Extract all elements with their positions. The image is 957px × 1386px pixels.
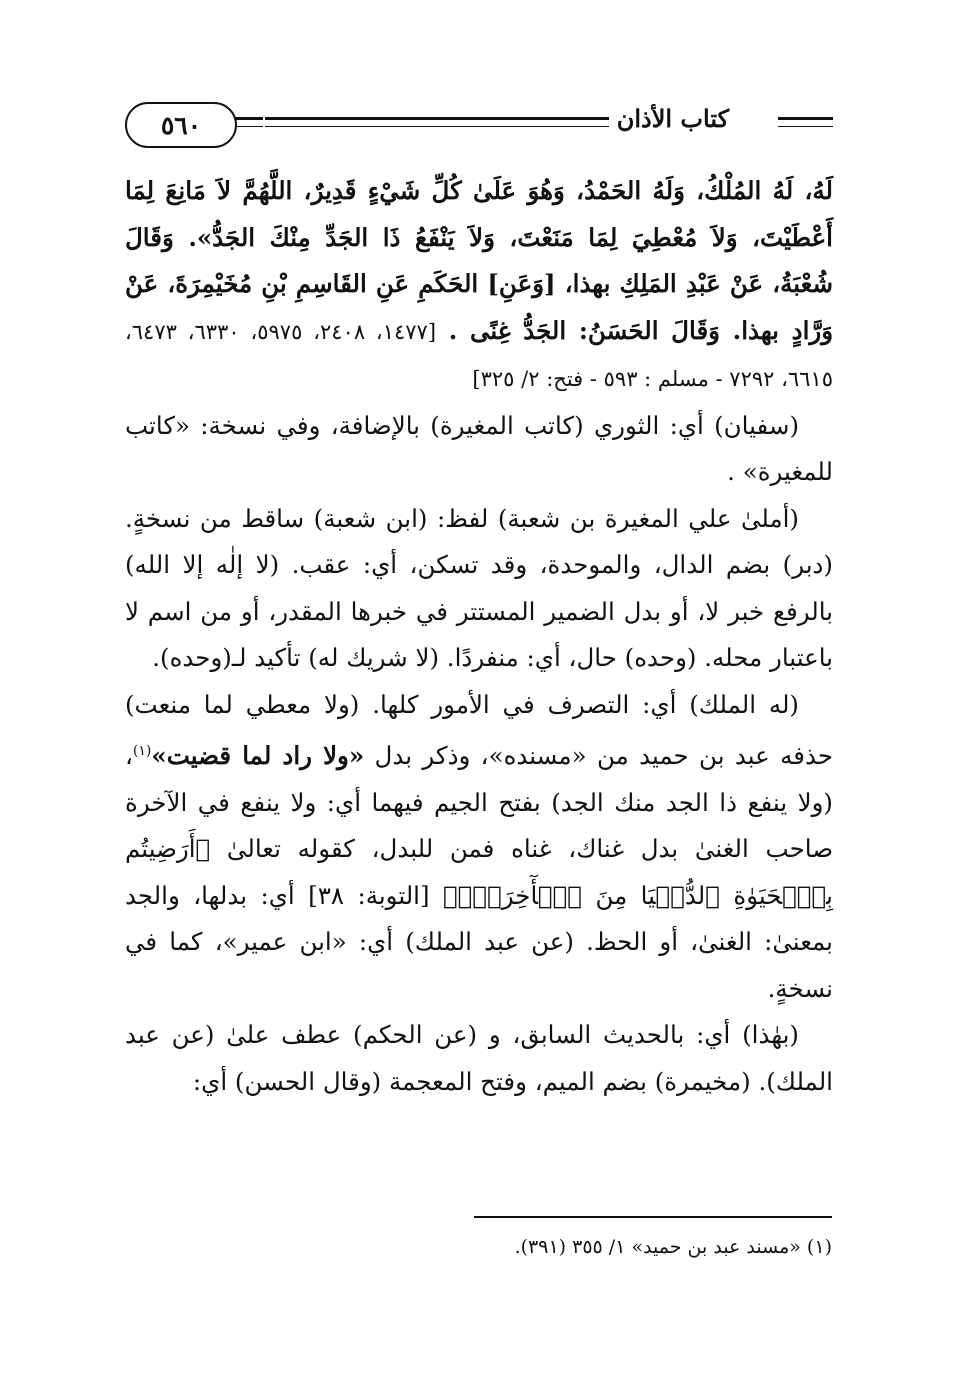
header-rule-left-thin [233, 126, 263, 127]
commentary-paragraph-4: (بهٰذا) أي: بالحديث السابق، و (عن الحكم) عطف علىٰ (عن عبد الملك). (مخيمرة) بضم الميم، وفتح المعجمة (وقال الحسن) أي: [125, 1020, 833, 1096]
header-rule-left [233, 117, 263, 120]
commentary-paragraph-3 [125, 682, 833, 1013]
hadith-text [125, 168, 833, 403]
page-body [125, 168, 833, 1105]
page-header [125, 98, 833, 156]
header-rule-right [778, 117, 833, 120]
page-number: ٥٦٠ [125, 102, 237, 148]
hadith-matn: لَهُ، لَهُ المُلْكُ، وَلَهُ الحَمْدُ، وَهُوَ عَلَىٰ كُلِّ شَيْءٍ قَدِيرٌ، اللَّهُمَّ لاَ مَانِعَ لِمَا أَعْطَيْتَ، وَلاَ مُعْطِيَ لِمَا مَنَعْتَ، وَلاَ يَنْفَعُ ذَا الجَدِّ مِنْكَ الجَدُّ». وَقَالَ شُعْبَةُ، عَنْ عَبْدِ المَلِكِ بهذا، [وَعَنِ] الحَكَمِ عَنِ القَاسِمِ بْنِ مُخَيْمِرَةَ، عَنْ وَرَّادٍ بهذا. وَقَالَ الحَسَنُ: الجَدُّ غِنًى . [125, 176, 834, 345]
footnote: (١) «مسند عبد بن حميد» ١/ ٣٥٥ (٣٩١). [514, 1236, 832, 1258]
hadith-references: [١٤٧٧، ٢٤٠٨، ٥٩٧٥، ٦٣٣٠، ٦٤٧٣، ٦٦١٥، ٧٢٩٢ - مسلم : ٥٩٣ - فتح: ٢/ ٣٢٥] [125, 319, 833, 391]
book-title: كتاب الأذان [609, 104, 737, 133]
header-rule-middle [265, 117, 645, 120]
header-rule-right-thin [778, 126, 833, 127]
commentary-p3-end: ، (ولا ينفع ذا الجد منك الجد) بفتح الجيم فيهما أي: ولا ينفع في الآخرة صاحب الغنىٰ بدل غناك، غناه فمن للبدل، كقوله تعالىٰ ﴿أَرَضِيتُم بِٱلۡحَيَوٰةِ ٱلدُّنۡيَا مِنَ ٱلۡأٓخِرَةِۚ﴾ [التوبة: ٣٨] أي: بدلها، والجد بمعنىٰ: الغنىٰ، أو الحظ. (عن عبد الملك) أي: «ابن عمير»، كما في نسخةٍ. [125, 741, 834, 1003]
commentary-paragraph-1: (سفيان) أي: الثوري (كاتب المغيرة) بالإضافة، وفي نسخة: «كاتب للمغيرة» . [125, 410, 833, 486]
commentary-paragraph-2: (أملىٰ علي المغيرة بن شعبة) لفظ: (ابن شعبة) ساقط من نسخةٍ. (دبر) بضم الدال، والموحدة، وقد تسكن، أي: عقب. (لا إلٰه إلا الله) بالرفع خبر لا، أو بدل الضمير المستتر في خبرها المقدر، أو من اسم لا باعتبار محله. (وحده) حال، أي: منفردًا. (لا شريك له) تأكيد لـ(وحده). [125, 503, 833, 672]
footnote-divider [474, 1216, 832, 1218]
commentary-p3-bold: «ولا راد لما قضيت» [151, 741, 365, 771]
header-rule-middle-thin [265, 126, 645, 127]
commentary-p3-start: (له الملك) أي: التصرف في الأمور كلها. (ولا معطي لما منعت) حذفه عبد بن حميد من «مسنده»، وذكر بدل [125, 689, 833, 771]
footnote-marker: (١) [132, 743, 152, 759]
